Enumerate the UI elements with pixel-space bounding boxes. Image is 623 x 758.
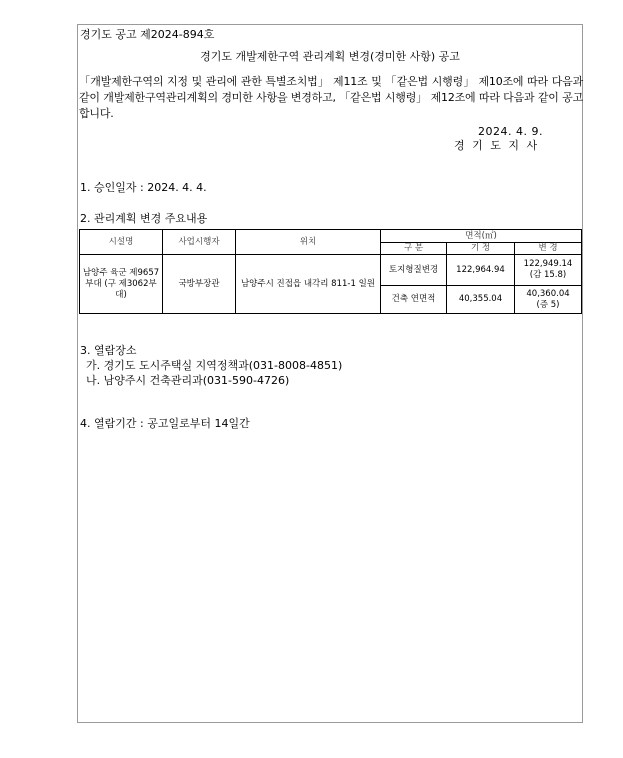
cell-changed <box>515 255 582 286</box>
changed-note: (감 15.8) <box>529 270 567 280</box>
cell-facility: 남양주 육군 제9657부대 (구 제3062부대) <box>80 255 163 314</box>
viewing-place-item: 가. 경기도 도시주택실 지역정책과(031-8008-4851) <box>86 359 343 372</box>
header-category: 구 분 <box>381 243 447 255</box>
cell-operator: 국방부장관 <box>163 255 236 314</box>
cell-changed <box>515 286 582 314</box>
changed-note: (증 5) <box>536 299 560 310</box>
notice-date: 2024. 4. 9. <box>478 125 543 138</box>
header-area: 면적(㎡) <box>381 230 582 243</box>
plan-change-table <box>79 229 582 314</box>
cell-existing: 40,355.04 <box>447 286 515 314</box>
cell-category: 토지형질변경 <box>381 255 447 286</box>
cell-existing: 122,964.94 <box>447 255 515 286</box>
section-viewing-place: 3. 열람장소 <box>80 344 137 357</box>
section-plan-changes: 2. 관리계획 변경 주요내용 <box>80 212 208 225</box>
header-existing: 기 정 <box>447 243 515 255</box>
viewing-place-item: 나. 남양주시 건축관리과(031-590-4726) <box>86 374 290 387</box>
notice-number: 경기도 공고 제2024-894호 <box>80 28 215 41</box>
changed-value: 122,949.14 <box>523 259 573 269</box>
notice-body: 「개발제한구역의 지정 및 관리에 관한 특별조치법」 제11조 및 「같은법 시행령」 제10조에 따라 다음과 같이 개발제한구역관리계획의 경미한 사항을 변경하고, 「같은법 시행령」 제12조에 따라 다음과 같이 공고합니다. <box>79 75 583 120</box>
issuer: 경 기 도 지 사 <box>454 139 540 152</box>
header-operator: 사업시행자 <box>163 230 236 255</box>
cell-location: 남양주시 진접읍 내각리 811-1 일원 <box>236 255 381 314</box>
notice-title: 경기도 개발제한구역 관리계획 변경(경미한 사항) 공고 <box>200 50 460 63</box>
section-viewing-period: 4. 열람기간 : 공고일로부터 14일간 <box>80 417 250 430</box>
section-approval-date: 1. 승인일자 : 2024. 4. 4. <box>80 181 207 194</box>
changed-value: 40,360.04 <box>526 288 570 299</box>
cell-category: 건축 연면적 <box>381 286 447 314</box>
header-facility: 시설명 <box>80 230 163 255</box>
header-changed: 변 경 <box>515 243 582 255</box>
header-location: 위치 <box>236 230 381 255</box>
